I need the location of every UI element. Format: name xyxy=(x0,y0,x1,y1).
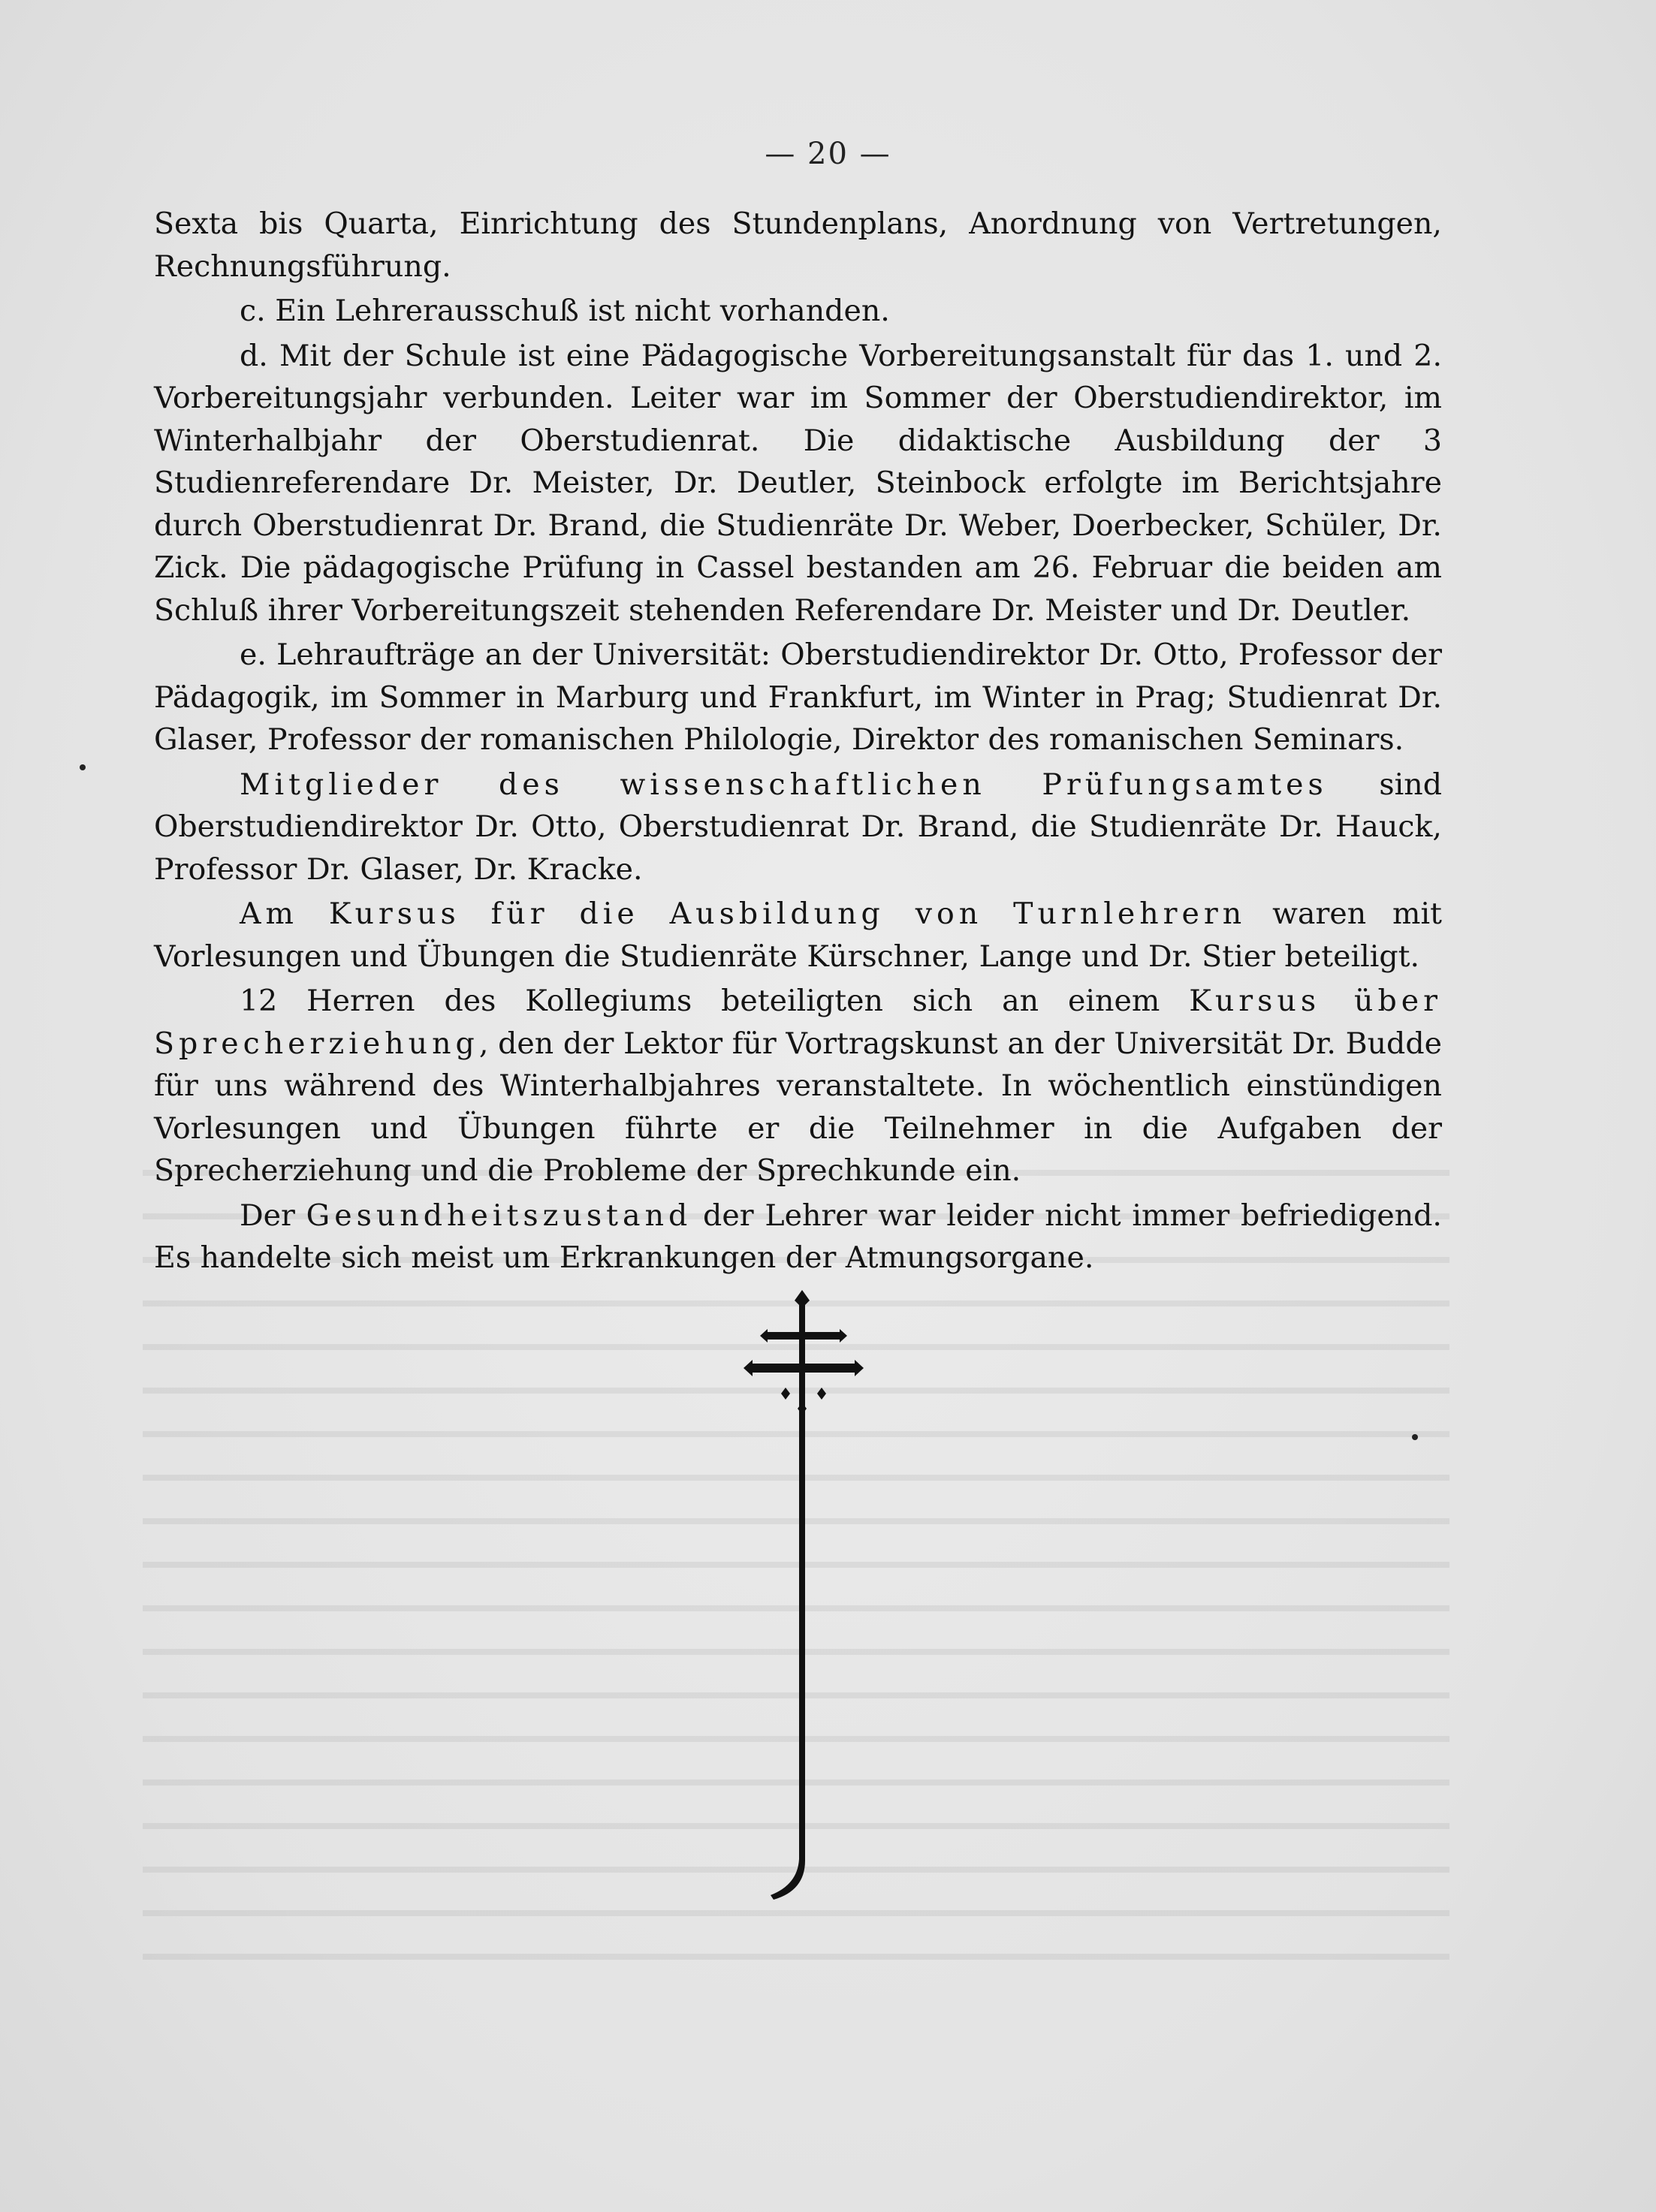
paragraph-gesundheit xyxy=(154,1195,1442,1279)
paragraph-gesundheit-text: der Lehrer war leider nicht immer befriedigend. Es handelte sich meist um Erkrankungen der Atmungsorgane. xyxy=(154,1198,1442,1275)
paragraph-sexta: Sexta bis Quarta, Einrichtung des Stundenplans, Anordnung von Vertretungen, Rechnungsführung. xyxy=(154,206,1442,284)
paragraph-turnlehrer-text: waren mit Vorlesungen und Übungen die Studienräte Kürschner, Lange und Dr. Stier beteiligt. xyxy=(154,897,1442,974)
paragraph-vorbereitungsanstalt: d. Mit der Schule ist eine Pädagogische Vorbereitungsanstalt für das 1. und 2. Vorbereitungsjahr verbunden. Leiter war im Sommer der Oberstudiendirektor, im Winterhalbjahr der Oberstudienrat. Die didaktische Ausbildung der 3 Studienreferendare Dr. Meister, Dr. Deutler, Steinbock erfolgte im Berichtsjahre durch Oberstudienrat Dr. Brand, die Studienräte Dr. Weber, Doerbecker, Schüler, Dr. Zick. Die pädagogische Prüfung in Cassel bestanden am 26. Februar die beiden am Schluß ihrer Vorbereitungszeit stehenden Referendare Dr. Meister und Dr. Deutler. xyxy=(154,338,1442,628)
margin-dot-right xyxy=(1412,1434,1418,1440)
paragraph-lehrauftraege: e. Lehraufträge an der Universität: Oberstudiendirektor Dr. Otto, Professor der Pädagogik, im Sommer in Marburg und Frankfurt, im Winter in Prag; Studienrat Dr. Glaser, Professor der romanischen Philologie, Direktor des romanischen Seminars. xyxy=(154,637,1442,757)
page-number: — 20 — xyxy=(765,137,891,171)
paragraph-lehrerausschuss: c. Ein Lehrerausschuß ist nicht vorhanden. xyxy=(240,294,890,328)
paragraph-sprecherziehung xyxy=(154,980,1442,1192)
spaced-heading-gesundheit: Gesundheitszustand xyxy=(306,1198,692,1233)
paragraph-sprecherziehung-start: 12 Herren des Kollegiums beteiligten sich an einem xyxy=(240,984,1190,1018)
paragraph-pruefungsamt xyxy=(154,764,1442,891)
paragraph-sprecherziehung-text: , den der Lektor für Vortragskunst an der Universität Dr. Budde für uns während des Winterhalbjahres veranstaltete. In wöchentlich einstündigen Vorlesungen und Übungen führte er die Teilnehmer in die Aufgaben der Sprecherziehung und die Probleme der Sprechkunde ein. xyxy=(154,1026,1442,1188)
paragraph-gesundheit-start: Der xyxy=(240,1198,306,1233)
body-text xyxy=(154,203,1442,1282)
margin-dot-left xyxy=(80,764,86,770)
paragraph-pruefungsamt-text: sind Oberstudiendirektor Dr. Otto, Oberstudienrat Dr. Brand, die Studienräte Dr. Hauck, Professor Dr. Glaser, Dr. Kracke. xyxy=(154,767,1442,887)
cross-ornament-icon xyxy=(744,1290,864,1906)
paragraph-turnlehrer xyxy=(154,893,1442,978)
spaced-heading-turnlehrer: Am Kursus für die Ausbildung von Turnlehrern xyxy=(240,897,1247,931)
spaced-heading-sprecherziehung: Kursus über Sprecherziehung xyxy=(154,984,1443,1061)
spaced-heading-pruefungsamt: Mitglieder des wissenschaftlichen Prüfungsamtes xyxy=(240,767,1328,802)
